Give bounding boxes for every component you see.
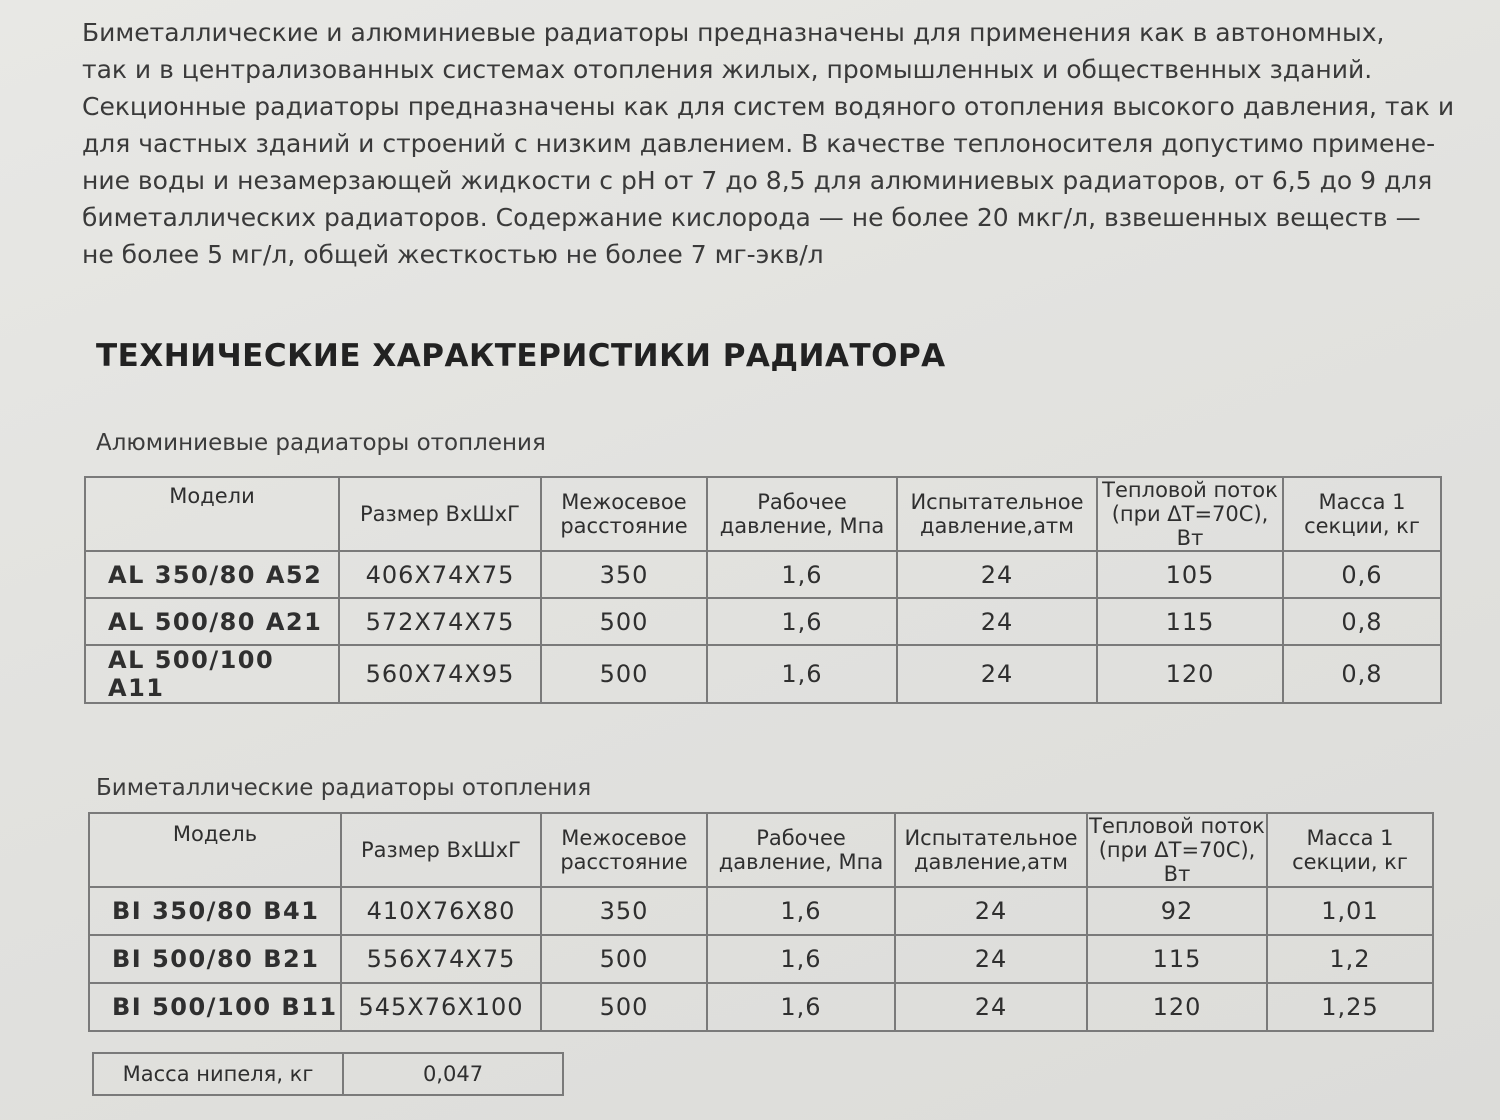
cell-heat-flow: 105 — [1097, 551, 1283, 598]
cell-model: AL 350/80 A52 — [85, 551, 339, 598]
cell-axial-distance: 500 — [541, 645, 707, 703]
table-row — [89, 935, 1433, 983]
cell-section-mass: 1,25 — [1267, 983, 1433, 1031]
nipple-mass-value: 0,047 — [343, 1053, 563, 1095]
table-header-row — [85, 477, 1441, 551]
cell-test-pressure: 24 — [897, 598, 1097, 645]
cell-working-pressure: 1,6 — [707, 935, 895, 983]
cell-size: 556X74X75 — [341, 935, 541, 983]
table-row — [85, 645, 1441, 703]
cell-model: AL 500/100 A11 — [85, 645, 339, 703]
aluminum-spec-table — [84, 476, 1442, 704]
header-heat-flow: Тепловой поток (при ΔT=70C), Вт — [1097, 477, 1283, 551]
cell-axial-distance: 500 — [541, 598, 707, 645]
cell-model: BI 350/80 B41 — [89, 887, 341, 935]
header-axial-distance: Межосевое расстояние — [541, 477, 707, 551]
header-test-pressure: Испытательное давление,атм — [897, 477, 1097, 551]
header-section-mass: Масса 1 секции, кг — [1283, 477, 1441, 551]
header-axial-distance: Межосевое расстояние — [541, 813, 707, 887]
cell-test-pressure: 24 — [895, 935, 1087, 983]
intro-line: биметаллических радиаторов. Содержание кислорода — не более 20 мкг/л, взвешенных веществ — — [82, 203, 1421, 232]
intro-line: так и в централизованных системах отопления жилых, промышленных и общественных зданий. — [82, 55, 1373, 84]
cell-working-pressure: 1,6 — [707, 887, 895, 935]
header-size: Размер ВхШхГ — [341, 813, 541, 887]
cell-working-pressure: 1,6 — [707, 551, 897, 598]
cell-working-pressure: 1,6 — [707, 645, 897, 703]
table-row — [93, 1053, 563, 1095]
cell-model: BI 500/100 B11 — [89, 983, 341, 1031]
cell-test-pressure: 24 — [895, 983, 1087, 1031]
header-model: Модели — [85, 477, 339, 551]
cell-axial-distance: 350 — [541, 551, 707, 598]
header-heat-flow: Тепловой поток (при ΔT=70C), Вт — [1087, 813, 1267, 887]
cell-axial-distance: 350 — [541, 887, 707, 935]
section-heading: ТЕХНИЧЕСКИЕ ХАРАКТЕРИСТИКИ РАДИАТОРА — [96, 338, 946, 374]
intro-line: не более 5 мг/л, общей жесткостью не более 7 мг-экв/л — [82, 240, 824, 269]
cell-heat-flow: 115 — [1087, 935, 1267, 983]
bimetal-spec-table — [88, 812, 1434, 1032]
nipple-mass-table — [92, 1052, 564, 1096]
cell-size: 545X76X100 — [341, 983, 541, 1031]
header-size: Размер ВхШхГ — [339, 477, 541, 551]
cell-axial-distance: 500 — [541, 983, 707, 1031]
intro-line: ние воды и незамерзающей жидкости с pH от 7 до 8,5 для алюминиевых радиаторов, от 6,5 до 9 для — [82, 166, 1433, 195]
table-row — [85, 551, 1441, 598]
intro-paragraph — [82, 14, 1482, 273]
cell-heat-flow: 115 — [1097, 598, 1283, 645]
cell-axial-distance: 500 — [541, 935, 707, 983]
cell-test-pressure: 24 — [897, 551, 1097, 598]
intro-line: Секционные радиаторы предназначены как для систем водяного отопления высокого давления, так и — [82, 92, 1455, 121]
cell-section-mass: 0,6 — [1283, 551, 1441, 598]
header-working-pressure: Рабочее давление, Мпа — [707, 477, 897, 551]
cell-test-pressure: 24 — [895, 887, 1087, 935]
table-row — [89, 983, 1433, 1031]
table-header-row — [89, 813, 1433, 887]
cell-working-pressure: 1,6 — [707, 983, 895, 1031]
header-model: Модель — [89, 813, 341, 887]
cell-model: BI 500/80 B21 — [89, 935, 341, 983]
cell-working-pressure: 1,6 — [707, 598, 897, 645]
cell-heat-flow: 120 — [1087, 983, 1267, 1031]
cell-section-mass: 0,8 — [1283, 598, 1441, 645]
cell-model: AL 500/80 A21 — [85, 598, 339, 645]
table-row — [85, 598, 1441, 645]
cell-section-mass: 0,8 — [1283, 645, 1441, 703]
nipple-mass-label: Масса нипеля, кг — [93, 1053, 343, 1095]
cell-size: 406X74X75 — [339, 551, 541, 598]
cell-heat-flow: 120 — [1097, 645, 1283, 703]
header-working-pressure: Рабочее давление, Мпа — [707, 813, 895, 887]
intro-line: для частных зданий и строений с низким давлением. В качестве теплоносителя допустимо примене- — [82, 129, 1436, 158]
intro-line: Биметаллические и алюминиевые радиаторы предназначены для применения как в автономных, — [82, 18, 1385, 47]
cell-size: 560X74X95 — [339, 645, 541, 703]
bimetal-caption: Биметаллические радиаторы отопления — [96, 775, 592, 801]
header-test-pressure: Испытательное давление,атм — [895, 813, 1087, 887]
cell-size: 410X76X80 — [341, 887, 541, 935]
header-section-mass: Масса 1 секции, кг — [1267, 813, 1433, 887]
cell-heat-flow: 92 — [1087, 887, 1267, 935]
cell-test-pressure: 24 — [897, 645, 1097, 703]
aluminum-caption: Алюминиевые радиаторы отопления — [96, 430, 546, 456]
table-row — [89, 887, 1433, 935]
cell-size: 572X74X75 — [339, 598, 541, 645]
cell-section-mass: 1,01 — [1267, 887, 1433, 935]
cell-section-mass: 1,2 — [1267, 935, 1433, 983]
